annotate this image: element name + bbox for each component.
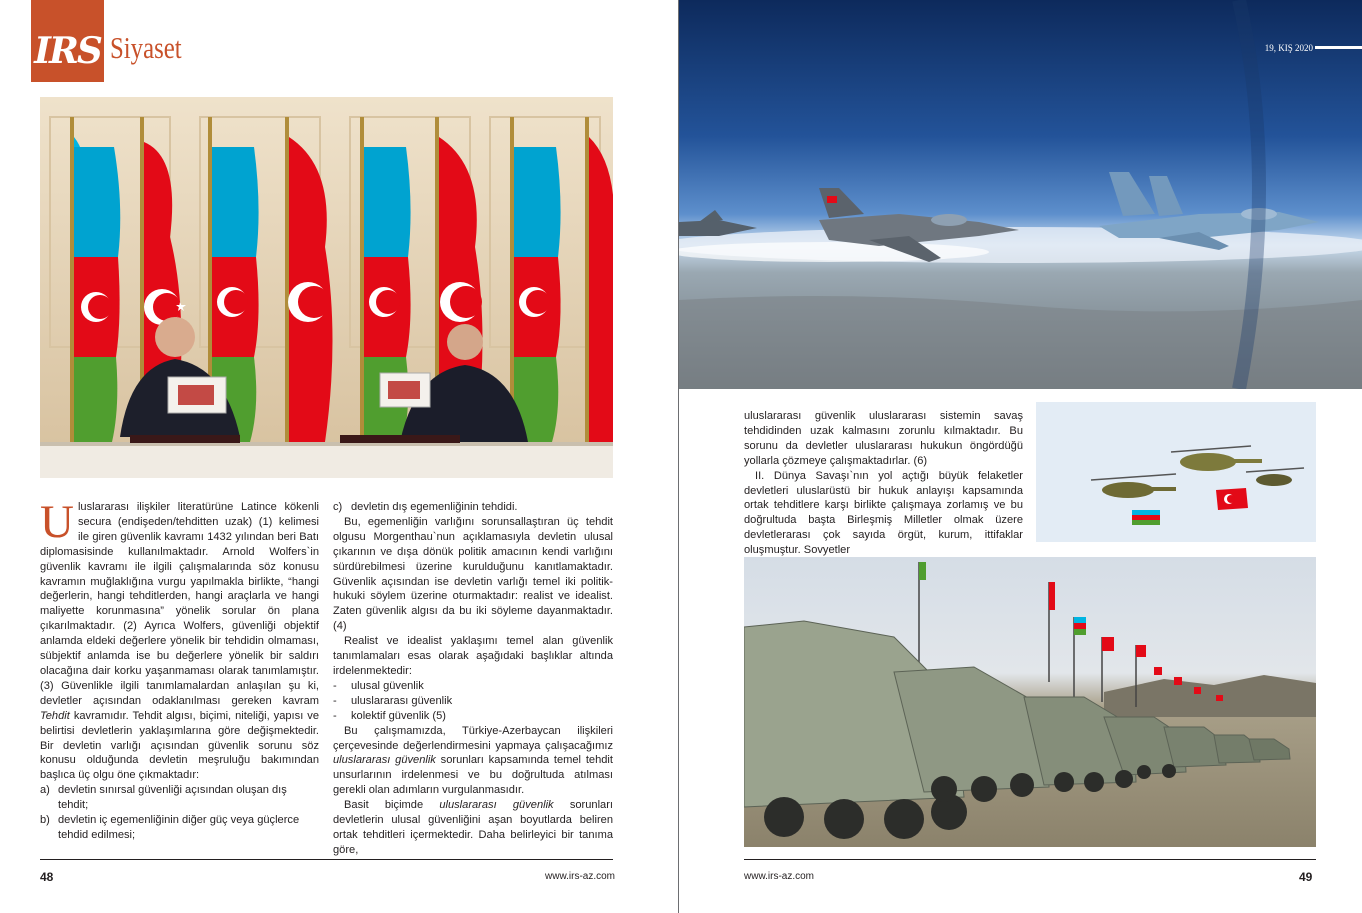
photo-armored-vehicles: [744, 557, 1316, 847]
emphasis: uluslararası güvenlik: [439, 799, 554, 812]
armored-vehicles-illustration: [744, 557, 1316, 847]
dash-marker: -: [333, 679, 337, 692]
issue-label: 19, KIŞ 2020: [1264, 43, 1313, 53]
issue-bar: [1315, 46, 1362, 49]
azerbaijan-flag: [1132, 510, 1160, 525]
photo-flags-ceremony: [40, 97, 613, 478]
intro-text: luslararası ilişkiler literatürüne Latince kökenli secura (endişeden/tehditten uzak) (1) kelimesi ile giren güvenlik kavramı 1432 yılından beri Batı diplomasisinde kullanılmaktadır. Arnold Wolfers`in güvenlik kavramı ile ilgili çalışmalarında söz konusu kavramın muğlaklığına vurgu yapılmakla birlikte, “hangi değerlerin, hangi tehditlerden, hangi araçlarla ve hangi maliyette korunmasına” yönelik sorular ön plana çıkarılmaktadır. (2) Ayrıca Wolfers, güvenliği objektif anlamda eldeki değerlere yönelik bir tehdidin olmaması, sübjektif anlamda ise bu değerlere yönelik bir saldırı olacağına dair korku yaşanmaması olarak tanımlamıştır.: [40, 501, 319, 677]
dropcap: U: [40, 496, 74, 548]
page-number: 49: [1299, 870, 1313, 884]
dash-marker: -: [333, 694, 337, 707]
azerbaijan-flag: [70, 117, 120, 447]
right-page: [679, 0, 1362, 913]
intro-paragraph: [40, 496, 319, 783]
list-marker: a): [40, 784, 50, 797]
text-run: sorunları kapsamında temel tehdit unsurlarının irdelenmesi ve bu doğrultuda atılması gerekli olan adımların vurgulanmasıdır.: [333, 754, 613, 797]
section-title: Siyaset: [110, 30, 182, 65]
paragraph: Realist ve idealist yaklaşımı temel alan güvenlik tanımlamaları esas olarak aşağıdaki başlıklar altında irdelenmektedir:: [333, 635, 613, 677]
threat-text-end: kavramıdır. Tehdit algısı, biçimi, niteliği, yapısı ve belirtisi devletlerin yaklaşımlarına göre değişmektedir. Bir devletin varlığı açısından güvenlik sorunu söz konusu olduğunda devletin meşruluğu bakımından başlıca üç olgu öne çıkmaktadır:: [40, 709, 319, 782]
helicopters-illustration: [1036, 402, 1316, 542]
list-text: devletin iç egemenliğinin diğer güç veya güçlerce tehdid edilmesi;: [58, 814, 300, 841]
text-column-2: [333, 500, 613, 858]
dash-text: ulusal güvenlik: [351, 679, 424, 692]
paragraph: Bu, egemenliğin varlığını sorunsallaştıran üç tehdit olgusu Morgenthau`nun açıklamasıyla devletin ulusal çıkarının ve dışa dönük politik amacının kendi varlığını sürdürebilmesi üzerine kurulduğunu kanıtlamaktadır. Güvenlik açısından ise devletin varlığı temel iki politik-hukuki söylem üzerine oturmaktadır: realist ve idealist. Zaten güvenlik algısı da bu iki söyleme dayanmaktadır. (4): [333, 515, 613, 633]
list-marker: b): [40, 814, 50, 827]
emphasis: uluslararası güvenlik: [333, 754, 436, 767]
azerbaijan-flag: [510, 117, 561, 447]
dash-text: uluslararası güvenlik: [351, 694, 453, 707]
dash-list-item: [333, 694, 613, 709]
list-item: [40, 813, 319, 843]
threat-term: Tehdit: [40, 709, 70, 722]
list-item: [40, 783, 319, 813]
website-link[interactable]: www.irs-az.com: [545, 871, 616, 882]
footer-rule: [40, 859, 613, 860]
text-run: Basit biçimde: [344, 799, 440, 812]
dash-marker: -: [333, 709, 337, 722]
list-text: devletin sınırsal güvenliği açısından oluşan dış tehdit;: [58, 784, 287, 812]
list-item: [333, 500, 613, 515]
text-run: Bu çalışmamızda, Türkiye-Azerbaycan ilişkileri çerçevesinde değerlendirmesini yapmaya çalışacağımız: [333, 724, 613, 752]
website-link[interactable]: www.irs-az.com: [744, 871, 815, 882]
paragraph: uluslararası güvenlik uluslararası sistemin savaş tehdidinden uzak kalmasını zorunlu kılmaktadır. Bu sorunu da devletler uluslararası hukukun öngördüğü yollarla çözmeye çalışmaktadırlar. (6): [744, 410, 1023, 467]
dash-text: kolektif güvenlik (5): [351, 709, 446, 722]
threat-text-start: (3) Güvenlikle ilgili tanımlamalardan anlaşılan şu ki, devletler açısından odaklanılması gereken kavram: [40, 679, 319, 707]
flags-ceremony-illustration: [40, 97, 613, 478]
page-number: 48: [40, 870, 54, 884]
irs-logo: [31, 0, 104, 82]
turkey-flag: [1216, 488, 1248, 510]
paragraph: [333, 798, 613, 858]
list-marker: c): [333, 501, 343, 513]
dash-list-item: [333, 679, 613, 694]
photo-helicopters: [1036, 402, 1316, 542]
left-page: [0, 0, 678, 913]
list-text: devletin dış egemenliğinin tehdidi.: [351, 501, 518, 513]
footer-rule: [744, 859, 1316, 860]
text-column-1: [40, 496, 319, 843]
text-column-right: [744, 409, 1023, 558]
fighter-jets-illustration: [679, 0, 1362, 389]
paragraph: [333, 724, 613, 799]
dash-list-item: [333, 709, 613, 724]
text-run: sorunları devletlerin ulusal güvenliğini aşan boyutlarda beliren ortak tehditleri içermektedir. Daha belirleyici bir tanıma göre,: [333, 799, 613, 856]
logo-text: IRS: [34, 30, 101, 72]
paragraph: II. Dünya Savaşı`nın yol açtığı büyük felaketler devletleri uluslarüstü bir hukuk anlayışı kapsamında ortak tehditlere karşı birlikte çalışmaya zorlamış ve bu doğrultuda başta Birleşmiş Milletler olmak üzere devletlerarası çok sayıda örgüt, kurum, ittifaklar oluşmuştur. Sovyetler: [744, 469, 1023, 557]
photo-fighter-jets: [679, 0, 1362, 389]
